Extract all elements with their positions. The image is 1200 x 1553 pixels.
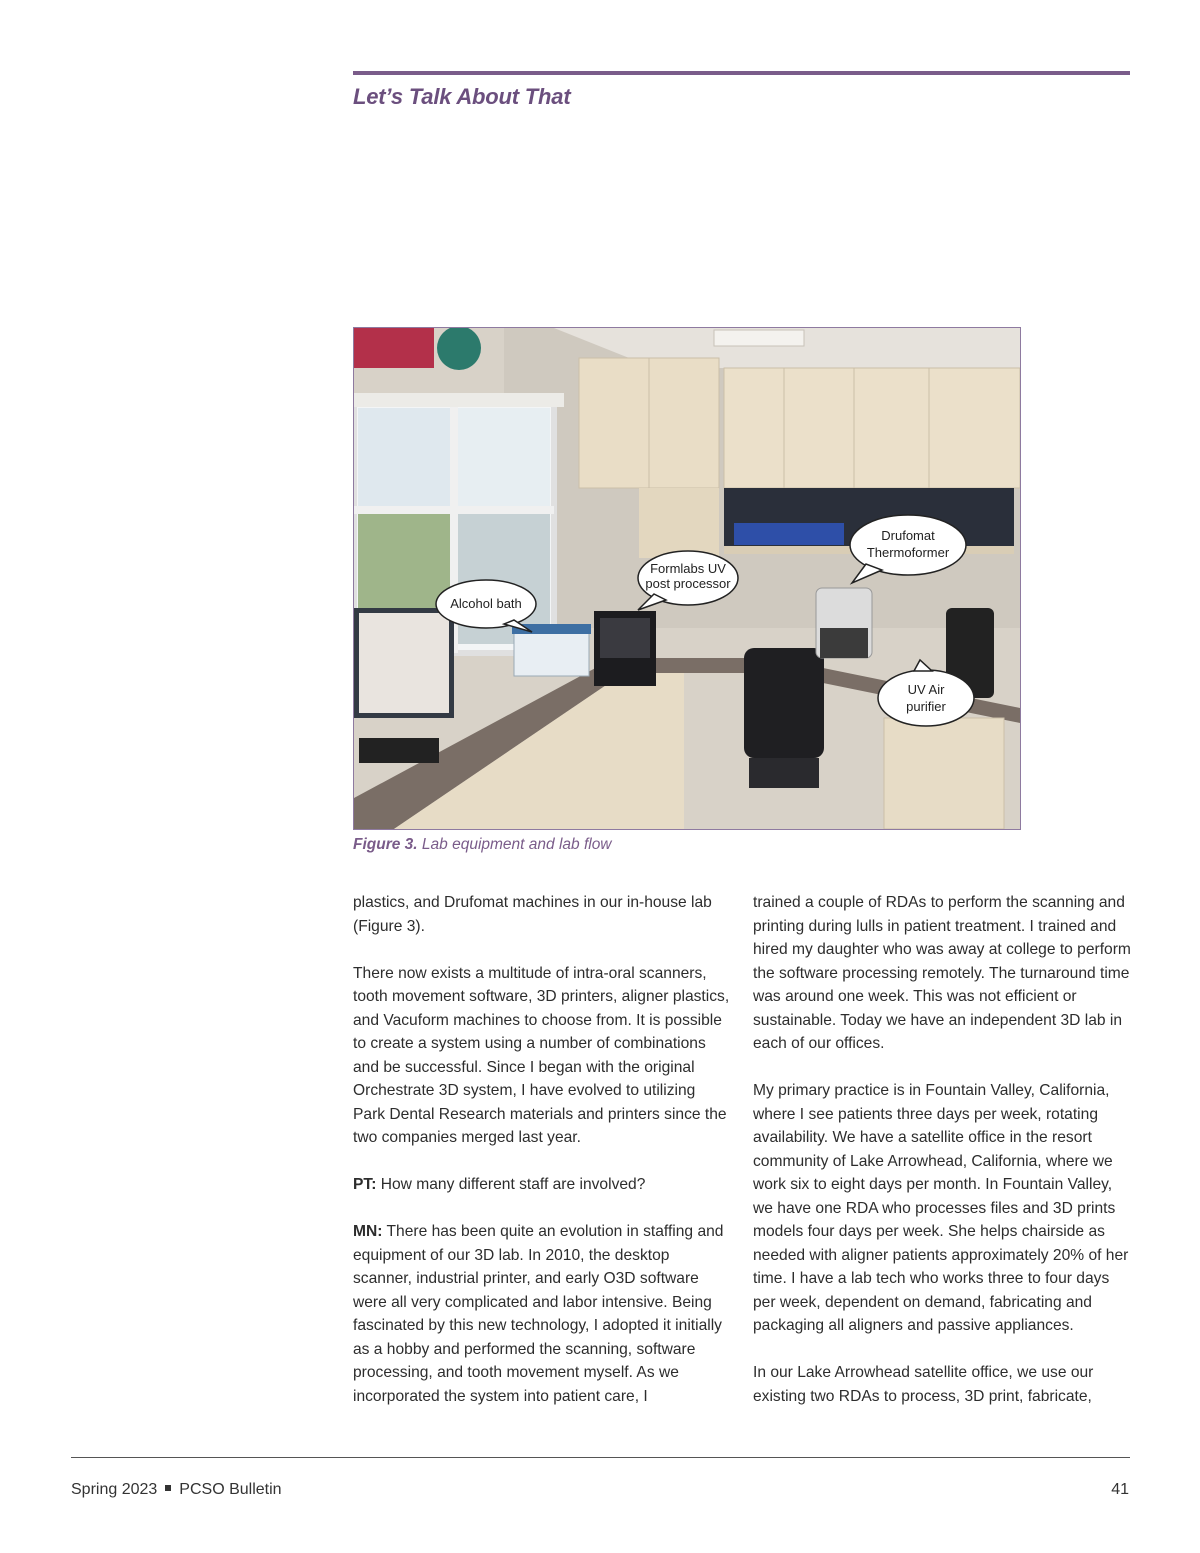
paragraph: plastics, and Drufomat machines in our in-house lab (Figure 3). bbox=[353, 894, 712, 935]
svg-text:UV Air: UV Air bbox=[907, 682, 945, 697]
speaker-label: PT: bbox=[353, 1176, 377, 1193]
body-column-left bbox=[353, 891, 731, 1432]
answer-text: There has been quite an evolution in staffing and equipment of our 3D lab. In 2010, the desktop scanner, industrial printer, and early O3D software were all very complicated and labor intensive. Being fascinated by this new technology, I adopted it initially as a hobby and performed the scanning, software processing, and tooth movement myself. As we incorporated the system into patient care, I bbox=[353, 1223, 724, 1405]
svg-text:Thermoformer: Thermoformer bbox=[866, 545, 950, 560]
figure-caption-text: Lab equipment and lab flow bbox=[421, 836, 612, 853]
paragraph: My primary practice is in Fountain Valley, California, where I see patients three days per week, rotating availability. We have a satellite office in the resort community of Lake Arrowhead, California, where we work six to eight days per month. In Fountain Valley, we have one RDA who processes files and 3D prints models four days per week. She helps chairside as needed with aligner patients approximately 20% of her time. I have a lab tech who works three to four days per week, dependent on demand, fabricating and packaging all aligners and passive appliances. bbox=[753, 1082, 1129, 1334]
body-column-right bbox=[753, 891, 1131, 1432]
svg-text:Formlabs UV: Formlabs UV bbox=[650, 561, 726, 576]
figure-caption bbox=[353, 836, 612, 854]
paragraph: In our Lake Arrowhead satellite office, we use our existing two RDAs to process, 3D print, fabricate, bbox=[753, 1364, 1094, 1405]
lab-photo-illustration bbox=[354, 328, 1020, 829]
svg-text:post processor: post processor bbox=[645, 576, 731, 591]
page-number: 41 bbox=[1111, 1481, 1129, 1498]
footer-rule bbox=[71, 1457, 1130, 1458]
question-text: How many different staff are involved? bbox=[376, 1176, 646, 1193]
footer-publication-name: PCSO Bulletin bbox=[179, 1481, 282, 1498]
bullet-separator-icon bbox=[165, 1485, 171, 1491]
footer-season: Spring 2023 bbox=[71, 1481, 158, 1498]
interview-question bbox=[353, 1173, 731, 1197]
paragraph: trained a couple of RDAs to perform the scanning and printing during lulls in patient treatment. I trained and hired my daughter who was away at college to perform the software processing remotely. The turnaround time was around one week. This was not efficient or sustainable. Today we have an independent 3D lab in each of our offices. bbox=[753, 894, 1131, 1052]
footer-publication bbox=[71, 1481, 282, 1499]
figure-label: Figure 3. bbox=[353, 836, 418, 853]
header-rule bbox=[353, 71, 1130, 75]
svg-text:Drufomat: Drufomat bbox=[881, 528, 935, 543]
svg-text:Alcohol bath: Alcohol bath bbox=[450, 596, 522, 611]
section-title: Let’s Talk About That bbox=[353, 84, 571, 109]
speaker-label: MN: bbox=[353, 1223, 383, 1240]
interview-answer bbox=[353, 1220, 731, 1408]
figure-3-photo bbox=[353, 327, 1021, 830]
paragraph: There now exists a multitude of intra-oral scanners, tooth movement software, 3D printers, aligner plastics, and Vacuform machines to choose from. It is possible to create a system using a number of combinations and be successful. Since I began with the original Orchestrate 3D system, I have evolved to utilizing Park Dental Research materials and printers since the two companies merged last year. bbox=[353, 964, 730, 1146]
svg-text:purifier: purifier bbox=[906, 699, 946, 714]
